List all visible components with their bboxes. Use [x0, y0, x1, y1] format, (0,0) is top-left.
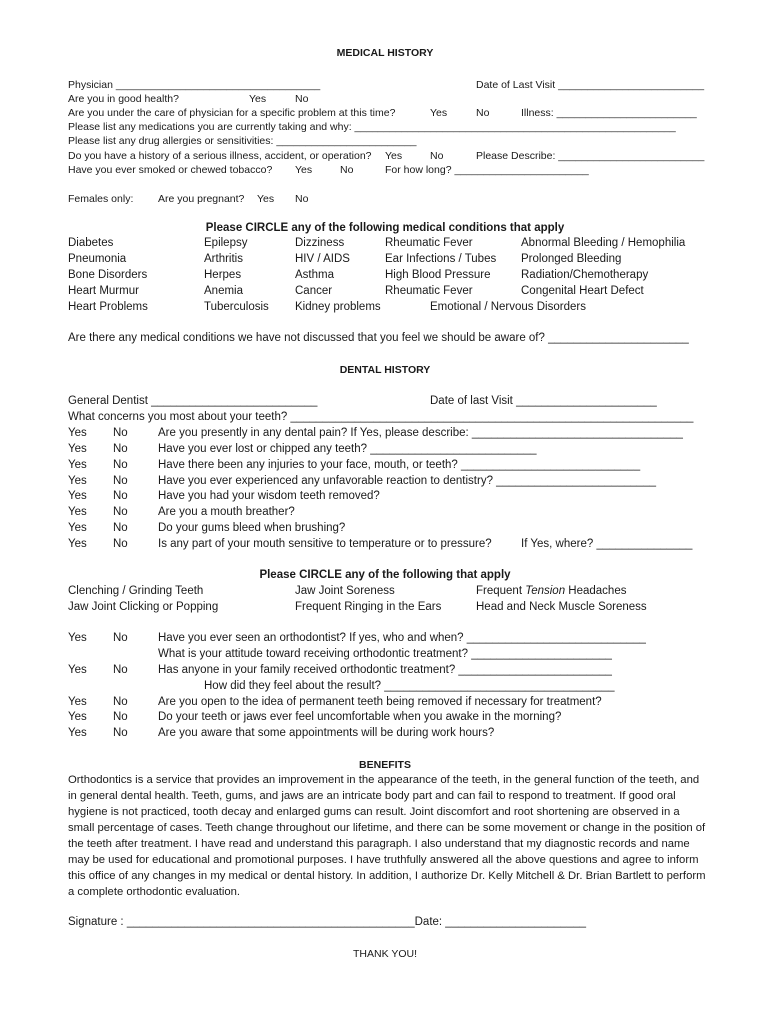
- family-treatment-question[interactable]: Has anyone in your family received orthodontic treatment? ________________________: [158, 664, 612, 676]
- orthodontist-question[interactable]: Have you ever seen an orthodontist? If yes, who and when? ____________________________: [158, 632, 646, 644]
- tension-prefix: Frequent: [476, 585, 526, 597]
- yes-option[interactable]: Yes: [68, 443, 87, 455]
- condition-item[interactable]: Congenital Heart Defect: [521, 285, 644, 297]
- condition-item[interactable]: Prolonged Bleeding: [521, 253, 622, 265]
- other-conditions-field[interactable]: Are there any medical conditions we have not discussed that you feel we should be aware of? ______________________: [68, 332, 689, 344]
- no-option[interactable]: No: [113, 711, 128, 723]
- benefits-paragraph: Orthodontics is a service that provides an improvement in the appearance of the teeth, in the general function of the teeth, and in general dental health. Teeth, gums, and jaws are an intricate body part and can fail to respond to treatment. If good oral hygiene is not practiced, tooth decay and enlarged gums can result. Joint discomfort and root shortening are observed in a small percentage of cases. Teeth change throughout our lifetime, and there can be some movement or change in the position of the teeth after treatment. I have read and understand this paragraph. I also understand that my diagnostic records and name may be used for educational and promotional purposes. I have truthfully answered all the above questions and agree to inform this office of any changes in my medical or dental history. In addition, I authorize Dr. Kelly Mitchell & Dr. Brian Bartlett to perform a complete orthodontic evaluation.: [68, 774, 706, 898]
- condition-item[interactable]: Dizziness: [295, 237, 345, 249]
- tension-suffix: Headaches: [565, 585, 627, 597]
- yes-option[interactable]: Yes: [68, 727, 87, 739]
- serious-illness-yes[interactable]: Yes: [385, 150, 403, 162]
- condition-item[interactable]: Rheumatic Fever: [385, 285, 473, 297]
- physician-field[interactable]: Physician ___________________________________: [68, 79, 321, 91]
- no-option[interactable]: No: [113, 632, 128, 644]
- condition-item[interactable]: Head and Neck Muscle Soreness: [476, 601, 647, 613]
- illness-field[interactable]: Illness: ________________________: [521, 107, 697, 119]
- yes-option[interactable]: Yes: [68, 632, 87, 644]
- yes-option[interactable]: Yes: [68, 427, 87, 439]
- last-visit-field[interactable]: Date of Last Visit _________________________: [476, 79, 705, 91]
- no-option[interactable]: No: [113, 490, 128, 502]
- condition-item[interactable]: [476, 586, 626, 598]
- no-option[interactable]: No: [113, 696, 128, 708]
- condition-item[interactable]: Ear Infections / Tubes: [385, 253, 497, 265]
- condition-item[interactable]: Radiation/Chemotherapy: [521, 269, 649, 281]
- dental-question: Is any part of your mouth sensitive to temperature or to pressure?: [158, 538, 492, 550]
- signature-field[interactable]: Signature : _____________________________________________Date: ______________________: [68, 916, 587, 928]
- yes-option[interactable]: Yes: [68, 664, 87, 676]
- condition-item[interactable]: Anemia: [204, 285, 243, 297]
- condition-item[interactable]: Herpes: [204, 269, 242, 281]
- concerns-field[interactable]: What concerns you most about your teeth? _______________________________________________________________: [68, 411, 694, 423]
- no-option[interactable]: No: [113, 443, 128, 455]
- condition-item[interactable]: Diabetes: [68, 237, 114, 249]
- allergies-field[interactable]: Please list any drug allergies or sensitivities: ________________________: [68, 135, 417, 147]
- yes-option[interactable]: Yes: [68, 475, 87, 487]
- condition-item[interactable]: Cancer: [295, 285, 333, 297]
- tension-word: Tension: [525, 585, 566, 597]
- medical-conditions-heading: Please CIRCLE any of the following medical conditions that apply: [205, 222, 565, 234]
- thank-you: THANK YOU!: [353, 948, 417, 960]
- no-option[interactable]: No: [113, 506, 128, 518]
- dental-question[interactable]: Have you ever experienced any unfavorable reaction to dentistry? _________________________: [158, 475, 657, 487]
- no-option[interactable]: No: [113, 459, 128, 471]
- physician-care-question: Are you under the care of physician for a specific problem at this time?: [68, 107, 396, 119]
- condition-item[interactable]: Tuberculosis: [204, 301, 269, 313]
- condition-item[interactable]: HIV / AIDS: [295, 253, 350, 265]
- family-result-field[interactable]: How did they feel about the result? ____________________________________: [204, 680, 615, 692]
- tobacco-question: Have you ever smoked or chewed tobacco?: [68, 164, 273, 176]
- jaw-discomfort-question: Do your teeth or jaws ever feel uncomfortable when you awake in the morning?: [158, 711, 562, 723]
- dental-question: Do your gums bleed when brushing?: [158, 522, 346, 534]
- yes-option[interactable]: Yes: [68, 522, 87, 534]
- condition-item[interactable]: Heart Problems: [68, 301, 148, 313]
- yes-option[interactable]: Yes: [68, 711, 87, 723]
- tobacco-no[interactable]: No: [340, 164, 354, 176]
- no-option[interactable]: No: [113, 475, 128, 487]
- extraction-question: Are you open to the idea of permanent teeth being removed if necessary for treatment?: [158, 696, 602, 708]
- dental-question: Have you had your wisdom teeth removed?: [158, 490, 380, 502]
- condition-item[interactable]: Frequent Ringing in the Ears: [295, 601, 442, 613]
- pregnant-yes[interactable]: Yes: [257, 193, 275, 205]
- pregnant-no[interactable]: No: [295, 193, 309, 205]
- how-long-field[interactable]: For how long? _______________________: [385, 164, 589, 176]
- describe-field[interactable]: Please Describe: _________________________: [476, 150, 705, 162]
- good-health-yes[interactable]: Yes: [249, 93, 267, 105]
- condition-item[interactable]: Epilepsy: [204, 237, 248, 249]
- serious-illness-no[interactable]: No: [430, 150, 444, 162]
- dental-question[interactable]: Have there been any injuries to your face, mouth, or teeth? ____________________________: [158, 459, 641, 471]
- yes-option[interactable]: Yes: [68, 490, 87, 502]
- condition-item[interactable]: Bone Disorders: [68, 269, 148, 281]
- dental-conditions-heading: Please CIRCLE any of the following that apply: [259, 569, 511, 581]
- condition-item[interactable]: Pneumonia: [68, 253, 127, 265]
- physician-care-yes[interactable]: Yes: [430, 107, 448, 119]
- females-only-label: Females only:: [68, 193, 134, 205]
- condition-item[interactable]: Heart Murmur: [68, 285, 139, 297]
- dental-history-title: DENTAL HISTORY: [339, 364, 431, 376]
- serious-illness-question: Do you have a history of a serious illness, accident, or operation?: [68, 150, 372, 162]
- condition-item[interactable]: Kidney problems: [295, 301, 381, 313]
- attitude-field[interactable]: What is your attitude toward receiving orthodontic treatment? ______________________: [158, 648, 612, 660]
- dental-question: Are you a mouth breather?: [158, 506, 295, 518]
- yes-option[interactable]: Yes: [68, 459, 87, 471]
- dental-last-visit-field[interactable]: Date of last Visit ______________________: [430, 395, 657, 407]
- medications-field[interactable]: Please list any medications you are currently taking and why: _______________________________________________________: [68, 121, 676, 133]
- where-field[interactable]: If Yes, where? _______________: [521, 538, 693, 550]
- condition-item[interactable]: Jaw Joint Soreness: [295, 585, 395, 597]
- condition-item[interactable]: High Blood Pressure: [385, 269, 491, 281]
- general-dentist-field[interactable]: General Dentist __________________________: [68, 395, 318, 407]
- benefits-heading: BENEFITS: [359, 759, 411, 771]
- condition-item[interactable]: Clenching / Grinding Teeth: [68, 585, 204, 597]
- dental-question[interactable]: Have you ever lost or chipped any teeth? __________________________: [158, 443, 537, 455]
- no-option[interactable]: No: [113, 538, 128, 550]
- pregnant-question: Are you pregnant?: [158, 193, 245, 205]
- yes-option[interactable]: Yes: [68, 538, 87, 550]
- no-option[interactable]: No: [113, 664, 128, 676]
- physician-care-no[interactable]: No: [476, 107, 490, 119]
- condition-item[interactable]: Abnormal Bleeding / Hemophilia: [521, 237, 686, 249]
- no-option[interactable]: No: [113, 427, 128, 439]
- condition-item[interactable]: Jaw Joint Clicking or Popping: [68, 601, 219, 613]
- good-health-question: Are you in good health?: [68, 93, 179, 105]
- condition-item[interactable]: Asthma: [295, 269, 334, 281]
- condition-item[interactable]: Rheumatic Fever: [385, 237, 473, 249]
- yes-option[interactable]: Yes: [68, 696, 87, 708]
- no-option[interactable]: No: [113, 522, 128, 534]
- dental-question[interactable]: Are you presently in any dental pain? If Yes, please describe: _________________________________: [158, 427, 683, 439]
- condition-item[interactable]: Arthritis: [204, 253, 243, 265]
- tobacco-yes[interactable]: Yes: [295, 164, 313, 176]
- yes-option[interactable]: Yes: [68, 506, 87, 518]
- no-option[interactable]: No: [113, 727, 128, 739]
- page-title: MEDICAL HISTORY: [336, 47, 434, 59]
- work-hours-question: Are you aware that some appointments will be during work hours?: [158, 727, 495, 739]
- good-health-no[interactable]: No: [295, 93, 309, 105]
- condition-item[interactable]: Emotional / Nervous Disorders: [430, 301, 586, 313]
